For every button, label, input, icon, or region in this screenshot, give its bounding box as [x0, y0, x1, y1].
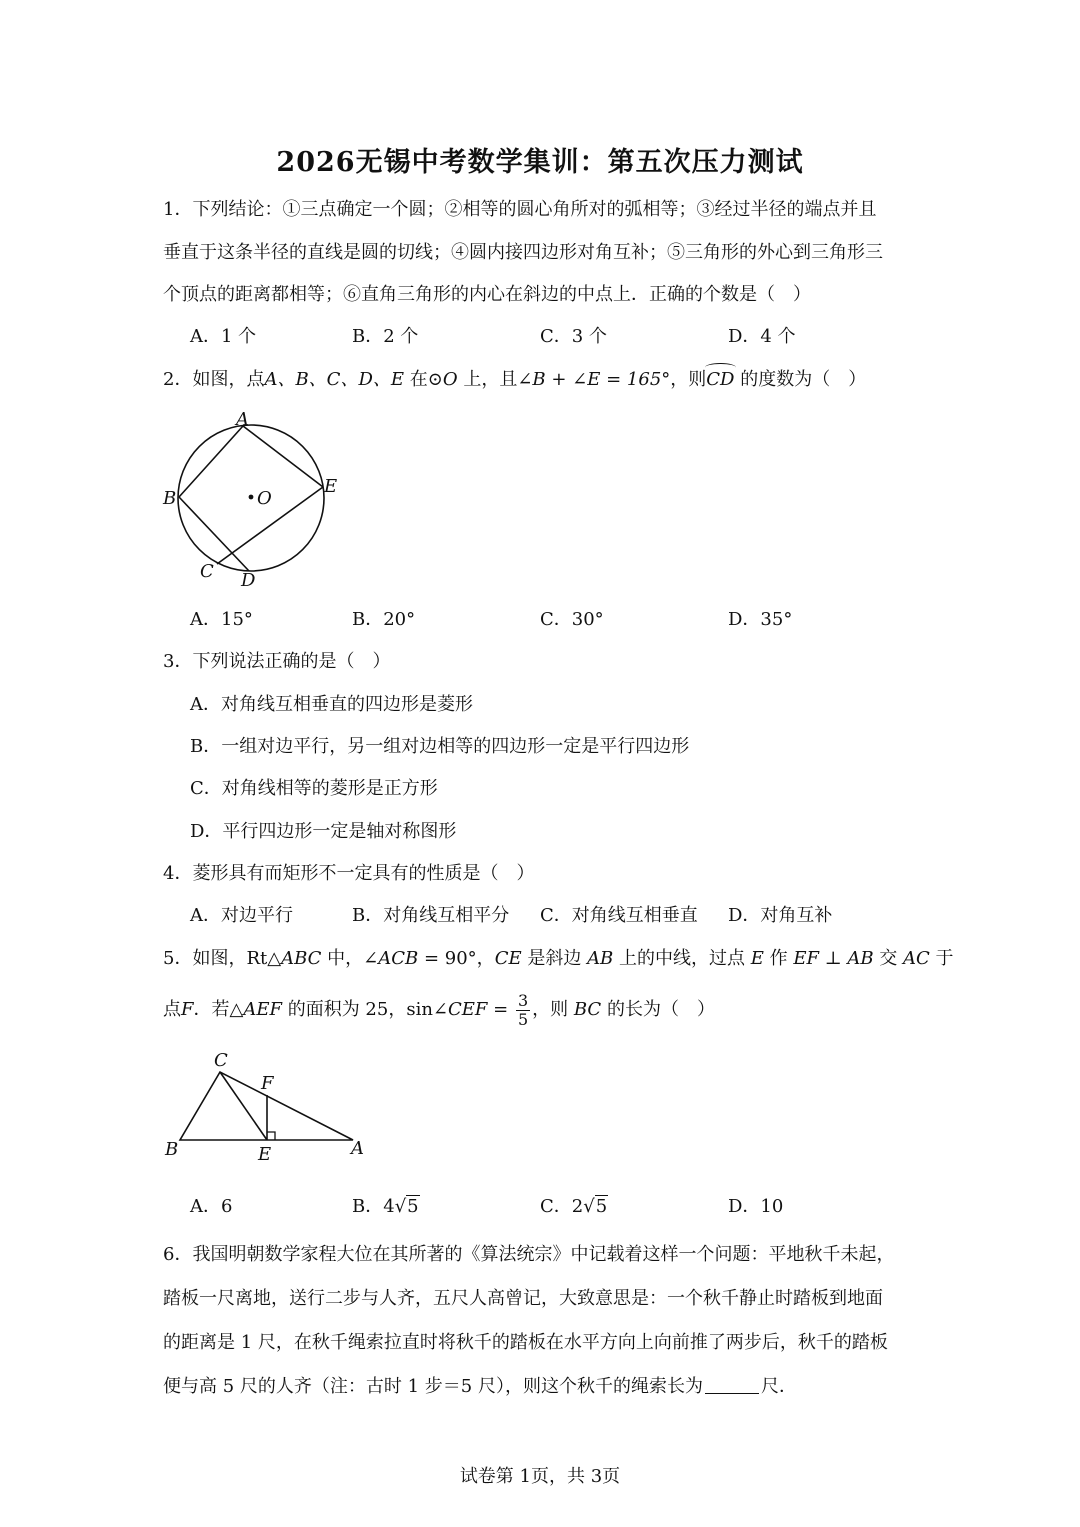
q5-l2-c: ．若△	[193, 999, 244, 1020]
q2-segment-bd	[179, 497, 249, 571]
q4-option-b: B．对角线互相平分	[352, 905, 510, 926]
q2-stem-arc: CD	[706, 369, 735, 390]
q3-option-b: B．一组对边平行，另一组对边相等的四边形一定是平行四边形	[190, 736, 690, 757]
q5-option-b-radicand: 5	[407, 1196, 419, 1217]
q2-label-c: C	[200, 561, 214, 582]
q5-l1-j: E	[750, 948, 764, 969]
q5-l2-g: =	[487, 999, 514, 1020]
q1-option-b: B．2 个	[352, 326, 419, 347]
q5-option-a: A．6	[190, 1196, 233, 1217]
q2-stem-angle: B + ∠E = 165°	[532, 369, 671, 390]
q5-label-b: B	[165, 1139, 179, 1160]
q5-l1-a: 5．如图，Rt△	[163, 948, 282, 969]
q4-option-c: C．对角线互相垂直	[540, 905, 698, 926]
q3-option-c: C．对角线相等的菱形是正方形	[190, 778, 438, 799]
q5-label-a: A	[351, 1138, 364, 1159]
q5-l2-a: 点	[163, 999, 181, 1020]
q5-option-d: D．10	[728, 1196, 784, 1217]
q2-stem-mid3: ，则	[670, 369, 707, 390]
q2-figure	[155, 405, 355, 595]
q2-label-a: A	[236, 409, 249, 430]
q5-l1-h: AB	[587, 948, 614, 969]
q5-stem-line-2	[163, 990, 923, 1034]
q2-option-d: D．35°	[728, 609, 793, 630]
q2-stem-mid1: 在⊙	[404, 369, 443, 390]
q5-l2-f: CEF	[448, 999, 488, 1020]
q6-line-3: 的距离是 1 尺，在秋千绳索拉直时将秋千的踏板在水平方向上向前推了两步后，秋千的踏板	[163, 1332, 888, 1353]
q2-stem-suffix: 的度数为（ ）	[734, 369, 867, 390]
q5-fraction	[516, 992, 530, 1029]
q4-stem: 4．菱形具有而矩形不一定具有的性质是（ ）	[163, 863, 535, 884]
q5-l2-d: AEF	[243, 999, 282, 1020]
q1-line-3: 个顶点的距离都相等；⑥直角三角形的内心在斜边的中点上．正确的个数是（ ）	[163, 284, 811, 305]
q5-option-c: C．2√5	[540, 1196, 608, 1217]
q5-option-b: B．4√5	[352, 1196, 419, 1217]
q6-answer-blank[interactable]	[705, 1375, 759, 1394]
q5-l1-n: AC	[903, 948, 930, 969]
q5-l1-b: ABC	[281, 948, 322, 969]
q5-right-angle-mark	[267, 1132, 275, 1140]
q5-option-b-prefix: B．4	[352, 1196, 395, 1217]
q2-stem-mid2: 上，且∠	[457, 369, 533, 390]
page-title: 2026无锡中考数学集训：第五次压力测试	[276, 147, 804, 178]
q5-l1-o: 于	[929, 948, 954, 969]
q2-option-c: C．30°	[540, 609, 604, 630]
q5-stem-line-1	[163, 947, 954, 971]
q2-stem-circle: O	[442, 369, 458, 390]
q1-option-c: C．3 个	[540, 326, 607, 347]
q6-line-4-prefix: 便与高 5 尺的人齐（注：古时 1 步＝5 尺），则这个秋千的绳索长为	[163, 1376, 703, 1397]
q5-l1-m: 交	[873, 948, 904, 969]
q3-stem: 3．下列说法正确的是（ ）	[163, 651, 391, 672]
q5-l1-e: = 90°，	[418, 948, 495, 969]
q3-option-a: A．对角线互相垂直的四边形是菱形	[190, 694, 473, 715]
q2-center-dot	[249, 495, 254, 500]
q5-l2-e: 的面积为 25，sin∠	[281, 999, 449, 1020]
q2-label-b: B	[163, 488, 177, 509]
q6-line-1: 6．我国明朝数学家程大位在其所著的《算法统宗》中记载着这样一个问题：平地秋千未起，	[163, 1244, 895, 1265]
q5-label-f: F	[261, 1073, 274, 1094]
q5-l2-i: BC	[573, 999, 602, 1020]
q5-figure	[155, 1042, 375, 1172]
q4-option-d: D．对角互补	[728, 905, 833, 926]
q6-line-4-suffix: 尺．	[760, 1376, 797, 1397]
q2-option-b: B．20°	[352, 609, 416, 630]
q5-l1-k: 作	[763, 948, 794, 969]
q2-stem-prefix: 2．如图，点	[163, 369, 265, 390]
q2-option-a: A．15°	[190, 609, 253, 630]
q3-option-d: D．平行四边形一定是轴对称图形	[190, 821, 457, 842]
page-footer: 试卷第 1页，共 3页	[459, 1466, 621, 1487]
q5-fraction-numerator: 3	[517, 990, 529, 1010]
q6-line-4	[163, 1375, 923, 1399]
q5-fraction-denominator: 5	[517, 1009, 529, 1029]
q5-label-e: E	[258, 1144, 272, 1165]
q5-l1-d: ACB	[378, 948, 419, 969]
q4-option-a: A．对边平行	[190, 905, 293, 926]
q2-stem-points: A、B、C、D、E	[264, 369, 405, 390]
q5-l2-j: 的长为（ ）	[601, 999, 715, 1020]
q5-label-c: C	[214, 1050, 228, 1071]
q2-stem	[163, 368, 923, 392]
q1-line-1: 1．下列结论：①三点确定一个圆；②相等的圆心角所对的弧相等；③经过半径的端点并且	[163, 199, 877, 220]
q1-line-2: 垂直于这条半径的直线是圆的切线；④圆内接四边形对角互补；⑤三角形的外心到三角形三	[163, 242, 883, 263]
q5-l1-c: 中，∠	[321, 948, 379, 969]
q5-l2-h: ，则	[532, 999, 574, 1020]
q5-option-c-radicand: 5	[595, 1196, 608, 1217]
q6-line-2: 踏板一尺离地，送行二步与人齐，五尺人高曾记，大致意思是：一个秋千静止时踏板到地面	[163, 1288, 883, 1309]
q5-option-c-prefix: C．2	[540, 1196, 584, 1217]
q5-l1-g: 是斜边	[521, 948, 588, 969]
q5-l2-b: F	[181, 999, 194, 1020]
q2-label-e: E	[324, 476, 338, 497]
q5-segment-ce	[220, 1072, 267, 1140]
q2-label-o: O	[257, 488, 272, 509]
q5-l1-f: CE	[494, 948, 522, 969]
q1-option-d: D．4 个	[728, 326, 796, 347]
q5-l1-i: 上的中线，过点	[613, 948, 751, 969]
q2-label-d: D	[241, 570, 256, 591]
q1-option-a: A．1 个	[190, 326, 257, 347]
q5-l1-l: EF ⊥ AB	[793, 948, 874, 969]
